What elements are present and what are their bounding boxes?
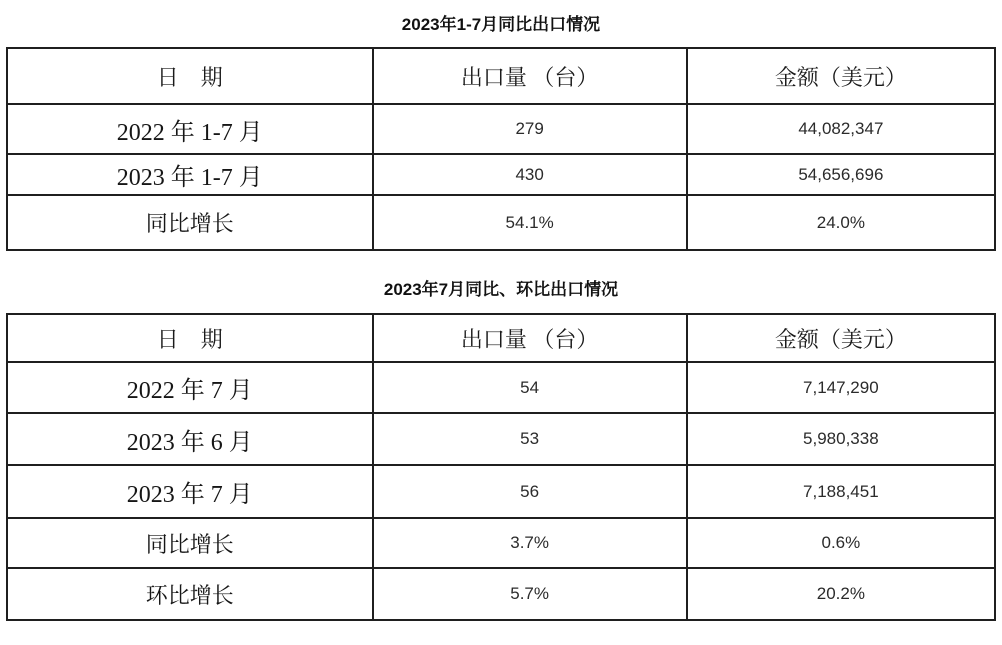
volume-cell: 56 (373, 465, 687, 518)
date-cell: 2023 年 6 月 (7, 413, 373, 465)
table-header-row (7, 314, 995, 362)
col-header-export-volume: 出口量 （台） (373, 314, 687, 362)
volume-growth-cell: 3.7% (373, 518, 687, 568)
amount-growth-cell: 24.0% (687, 195, 995, 250)
table-row-2022-july (7, 362, 995, 413)
volume-cell: 279 (373, 104, 687, 154)
date-cell: 2023 年 7 月 (7, 465, 373, 518)
date-cell: 2023 年 1-7 月 (7, 154, 373, 195)
volume-growth-cell: 54.1% (373, 195, 687, 250)
col-header-export-volume: 出口量 （台） (373, 48, 687, 104)
amount-cell: 7,147,290 (687, 362, 995, 413)
growth-label-cell: 同比增长 (7, 518, 373, 568)
col-header-date: 日 期 (7, 314, 373, 362)
table-row-yoy-growth (7, 195, 995, 250)
volume-cell: 53 (373, 413, 687, 465)
table-row-mom-growth (7, 568, 995, 620)
date-cell: 2022 年 1-7 月 (7, 104, 373, 154)
amount-growth-cell: 0.6% (687, 518, 995, 568)
export-table-july (6, 313, 996, 621)
amount-growth-cell: 20.2% (687, 568, 995, 620)
table-title-july: 2023年7月同比、环比出口情况 (383, 280, 619, 299)
amount-cell: 44,082,347 (687, 104, 995, 154)
table-row-2023-july (7, 465, 995, 518)
volume-cell: 430 (373, 154, 687, 195)
table-row-yoy-growth (7, 518, 995, 568)
table-row-2023-jan-jul (7, 154, 995, 195)
amount-cell: 54,656,696 (687, 154, 995, 195)
date-cell: 2022 年 7 月 (7, 362, 373, 413)
table-title-yoy: 2023年1-7月同比出口情况 (401, 15, 601, 34)
col-header-date: 日 期 (7, 48, 373, 104)
amount-cell: 7,188,451 (687, 465, 995, 518)
col-header-amount-usd: 金额（美元） (687, 314, 995, 362)
volume-cell: 54 (373, 362, 687, 413)
table-row-2023-june (7, 413, 995, 465)
table-row-2022-jan-jul (7, 104, 995, 154)
growth-label-cell: 同比增长 (7, 195, 373, 250)
col-header-amount-usd: 金额（美元） (687, 48, 995, 104)
table-header-row (7, 48, 995, 104)
growth-label-cell: 环比增长 (7, 568, 373, 620)
amount-cell: 5,980,338 (687, 413, 995, 465)
export-table-jan-jul (6, 47, 996, 251)
volume-growth-cell: 5.7% (373, 568, 687, 620)
